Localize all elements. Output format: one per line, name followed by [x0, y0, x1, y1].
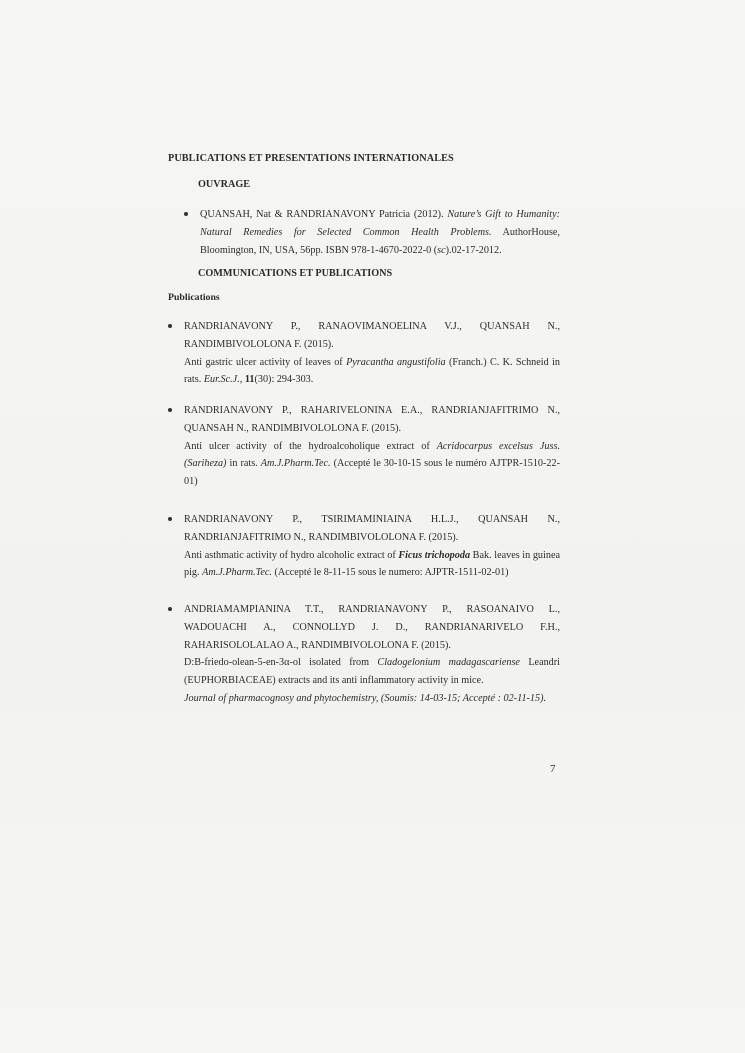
publication-authors: QUANSAH N., RANDIMBIVOLOLONA F. (2015).	[184, 422, 402, 434]
publication-journal: Journal of pharmacognosy and phytochemistry, (Soumis: 14-03-15; Accepté : 02-11-15).	[184, 692, 547, 704]
publication-authors: ANDRIAMAMPIANINA T.T., RANDRIANAVONY P., RASOANAIVO L.,	[184, 604, 560, 615]
publication-item	[168, 318, 560, 389]
publication-description: Anti ulcer activity of the hydroalcoholique extract of Acridocarpus excelsus Juss. (Sariheza) in rats. Am.J.Pharm.Tec. (Accepté le 30-10-15 sous le numéro AJTPR-1510-22-01)	[184, 440, 560, 488]
publication-item	[168, 601, 560, 708]
ouvrage-line-2: Natural Remedies for Selected Common Health Problems. AuthorHouse,	[200, 226, 560, 238]
publication-description: Anti gastric ulcer activity of leaves of Pyracantha angustifolia (Franch.) C. K. Schneid in rats. Eur.Sc.J., 11(30): 294-303.	[184, 356, 560, 386]
ouvrage-line-3: Bloomington, IN, USA, 56pp. ISBN 978-1-4670-2022-0 (sc).02-17-2012.	[200, 244, 502, 256]
page-number: 7	[550, 763, 556, 775]
ouvrage-heading: OUVRAGE	[198, 179, 251, 190]
publication-item	[168, 511, 560, 582]
ouvrage-line-1: QUANSAH, Nat & RANDRIANAVONY Patricia (2012). Nature’s Gift to Humanity:	[200, 209, 561, 220]
publication-authors: WADOUACHI A., CONNOLLYD J. D., RANDRIANARIVELO F.H.,	[184, 621, 560, 633]
bullet-icon	[168, 607, 172, 611]
publication-authors: RANDIMBIVOLOLONA F. (2015).	[184, 338, 334, 350]
publication-authors: RAHARISOLOLALAO A., RANDIMBIVOLOLONA F. (2015).	[184, 639, 451, 651]
section-heading: PUBLICATIONS ET PRESENTATIONS INTERNATIONALES	[168, 153, 454, 164]
publication-authors: RANDRIANJAFITRIMO N., RANDIMBIVOLOLONA F. (2015).	[184, 531, 459, 543]
communications-heading: COMMUNICATIONS ET PUBLICATIONS	[198, 268, 393, 279]
bullet-icon	[168, 408, 172, 412]
publication-authors: RANDRIANAVONY P., TSIRIMAMINIAINA H.L.J., QUANSAH N.,	[184, 514, 560, 525]
ouvrage-entry	[184, 206, 560, 259]
publication-authors: RANDRIANAVONY P., RAHARIVELONINA E.A., RANDRIANJAFITRIMO N.,	[184, 405, 560, 416]
publication-description: D:B-friedo-olean-5-en-3α-ol isolated from Cladogelonium madagascariense Leandri (EUPHORBIACEAE) extracts and its anti inflammatory activity in mice.	[184, 657, 560, 687]
publication-description: Anti asthmatic activity of hydro alcoholic extract of Ficus trichopoda Bak. leaves in guinea pig. Am.J.Pharm.Tec. (Accepté le 8-11-15 sous le numero: AJPTR-1511-02-01)	[184, 549, 560, 579]
bullet-icon	[184, 212, 188, 216]
publications-label: Publications	[168, 292, 220, 303]
bullet-icon	[168, 517, 172, 521]
publication-authors: RANDRIANAVONY P., RANAOVIMANOELINA V.J., QUANSAH N.,	[184, 321, 560, 332]
bullet-icon	[168, 324, 172, 328]
publication-item	[168, 402, 560, 491]
